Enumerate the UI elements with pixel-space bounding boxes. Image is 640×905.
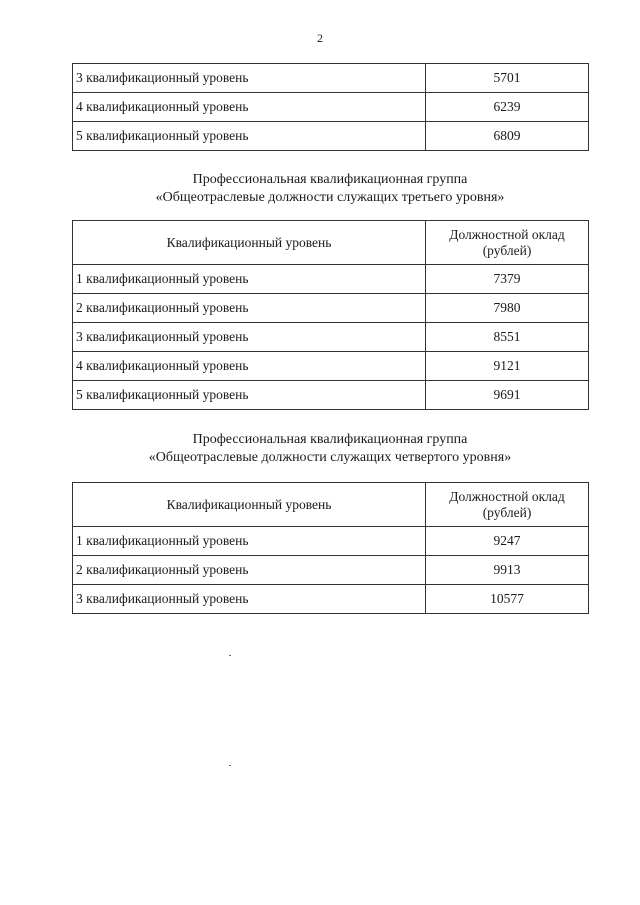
scan-speck xyxy=(229,765,231,766)
group-heading-fourth xyxy=(0,431,640,467)
table-row xyxy=(73,556,589,585)
column-header-level: Квалификационный уровень xyxy=(73,221,426,265)
level-cell: 2 квалификационный уровень xyxy=(73,294,426,323)
group-heading-line1: Профессиональная квалификационная группа xyxy=(192,432,468,447)
amount-cell: 9121 xyxy=(426,352,589,381)
level-cell: 1 квалификационный уровень xyxy=(73,265,426,294)
table-row xyxy=(73,122,589,151)
amount-cell: 7980 xyxy=(426,294,589,323)
amount-cell: 8551 xyxy=(426,323,589,352)
amount-cell: 9247 xyxy=(426,527,589,556)
amount-cell: 7379 xyxy=(426,265,589,294)
page-number: 2 xyxy=(317,31,323,45)
group-heading-line2: «Общеотраслевые должности служащих четвертого уровня» xyxy=(148,450,512,465)
table-row xyxy=(73,64,589,93)
table-row xyxy=(73,294,589,323)
level-cell: 4 квалификационный уровень xyxy=(73,352,426,381)
column-header-amount xyxy=(426,483,589,527)
salary-table-continued xyxy=(72,63,589,151)
level-cell: 1 квалификационный уровень xyxy=(73,527,426,556)
table-row xyxy=(73,352,589,381)
level-cell: 5 квалификационный уровень xyxy=(73,381,426,410)
column-header-amount-line1: Должностной оклад xyxy=(449,488,565,504)
table-header-row xyxy=(73,483,589,527)
column-header-amount xyxy=(426,221,589,265)
group-heading-third xyxy=(0,171,640,207)
group-heading-line2: «Общеотраслевые должности служащих третьего уровня» xyxy=(155,190,505,205)
salary-table-fourth xyxy=(72,482,589,614)
level-cell: 3 квалификационный уровень xyxy=(73,64,426,93)
amount-cell: 6239 xyxy=(426,93,589,122)
level-cell: 3 квалификационный уровень xyxy=(73,585,426,614)
amount-cell: 6809 xyxy=(426,122,589,151)
scan-speck xyxy=(229,655,231,656)
column-header-level: Квалификационный уровень xyxy=(73,483,426,527)
level-cell: 4 квалификационный уровень xyxy=(73,93,426,122)
amount-cell: 5701 xyxy=(426,64,589,93)
amount-cell: 10577 xyxy=(426,585,589,614)
group-heading-line1: Профессиональная квалификационная группа xyxy=(192,172,468,187)
level-cell: 2 квалификационный уровень xyxy=(73,556,426,585)
salary-table-third xyxy=(72,220,589,410)
level-cell: 3 квалификационный уровень xyxy=(73,323,426,352)
amount-cell: 9691 xyxy=(426,381,589,410)
column-header-amount-line2: (рублей) xyxy=(482,504,532,520)
column-header-amount-line1: Должностной оклад xyxy=(449,226,565,242)
table-row xyxy=(73,323,589,352)
table-row xyxy=(73,265,589,294)
table-row xyxy=(73,381,589,410)
level-cell: 5 квалификационный уровень xyxy=(73,122,426,151)
table-row xyxy=(73,93,589,122)
table-header-row xyxy=(73,221,589,265)
column-header-amount-line2: (рублей) xyxy=(482,242,532,258)
table-row xyxy=(73,527,589,556)
amount-cell: 9913 xyxy=(426,556,589,585)
table-row xyxy=(73,585,589,614)
